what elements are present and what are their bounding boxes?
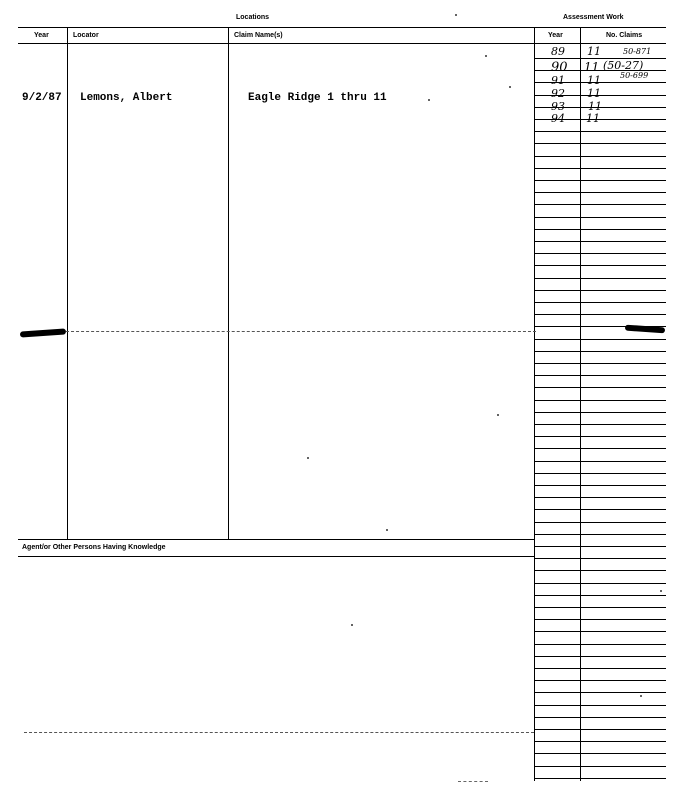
assessment-row-rule (534, 766, 666, 767)
assessment-row-rule (534, 278, 666, 279)
assessment-row-rule (534, 485, 666, 486)
assessment-row-rule (534, 656, 666, 657)
assessment-row-rule (534, 522, 666, 523)
assessment-row-rule (534, 509, 666, 510)
aw-row-2-claims: 11 (584, 60, 600, 74)
locator-column-divider (228, 27, 229, 539)
assessment-row-rule (534, 705, 666, 706)
agent-section-header: Agent/or Other Persons Having Knowledge (22, 544, 166, 551)
assessment-row-rule (534, 692, 666, 693)
assessment-row-rule (534, 302, 666, 303)
aw-row-5-claims: 11 (588, 100, 602, 113)
assessment-row-rule (534, 253, 666, 254)
scan-speck (485, 55, 487, 57)
assessment-row-rule (534, 619, 666, 620)
assessment-row-rule (534, 265, 666, 266)
assessment-row-rule (534, 241, 666, 242)
year-column-header: Year (34, 32, 49, 39)
entry-year: 9/2/87 (22, 92, 62, 104)
fold-line-lower (24, 732, 534, 733)
assessment-row-rule (534, 448, 666, 449)
scan-speck (428, 99, 430, 101)
assessment-row-rule (534, 534, 666, 535)
assessment-work-header: Assessment Work (563, 14, 624, 21)
aw-row-2-year: 90 (551, 60, 568, 75)
assessment-row-rule (534, 668, 666, 669)
scan-speck (386, 529, 388, 531)
scan-speck (509, 86, 511, 88)
assessment-row-rule (534, 570, 666, 571)
assessment-row-rule (534, 400, 666, 401)
agent-section-bottom-rule (18, 556, 534, 557)
fold-line-upper (66, 331, 536, 332)
assessment-row-rule (534, 351, 666, 352)
scan-speck (455, 14, 457, 16)
assessment-row-rule (534, 363, 666, 364)
assessment-row-rule (534, 497, 666, 498)
assessment-row-rule (534, 387, 666, 388)
no-claims-column-header: No. Claims (606, 32, 643, 39)
aw-row-5-year: 93 (551, 100, 565, 113)
marker-stroke-left (20, 328, 66, 337)
assessment-row-rule (534, 229, 666, 230)
assessment-row-rule (534, 58, 666, 59)
year-column-divider (67, 27, 68, 539)
assessment-row-rule (534, 607, 666, 608)
aw-row-2-note: (50-27) (603, 59, 644, 72)
assessment-row-rule (534, 180, 666, 181)
header-top-rule (18, 27, 666, 28)
aw-row-3-claims: 11 (587, 74, 601, 87)
entry-claim-names: Eagle Ridge 1 thru 11 (248, 92, 387, 104)
assessment-row-rule (534, 729, 666, 730)
assessment-row-rule (534, 412, 666, 413)
aw-row-6-claims: 11 (586, 112, 600, 125)
assessment-row-rule (534, 424, 666, 425)
assessment-row-rule (534, 192, 666, 193)
aw-row-4-claims: 11 (587, 87, 601, 100)
bottom-scan-mark (458, 781, 488, 782)
assessment-row-rule (534, 375, 666, 376)
aw-row-6-year: 94 (551, 112, 565, 125)
scan-speck (640, 695, 642, 697)
assessment-row-rule (534, 131, 666, 132)
aw-row-1-claims: 11 (587, 45, 601, 58)
aw-row-1-year: 89 (551, 45, 565, 58)
assessment-row-rule (534, 290, 666, 291)
assessment-row-rule (534, 546, 666, 547)
entry-locator: Lemons, Albert (80, 92, 173, 104)
assessment-row-rule (534, 314, 666, 315)
assessment-row-rule (534, 680, 666, 681)
scan-speck (351, 624, 353, 626)
scan-speck (307, 457, 309, 459)
assessment-row-rule (534, 143, 666, 144)
scan-speck (660, 590, 662, 592)
claim-names-column-header: Claim Name(s) (234, 32, 283, 39)
assessment-row-rule (534, 339, 666, 340)
aw-row-3-note: 50-699 (620, 71, 649, 80)
assessment-row-rule (534, 473, 666, 474)
agent-section-top-rule (18, 539, 534, 540)
header-bottom-rule (18, 43, 666, 44)
assessment-row-rule (534, 778, 666, 779)
aw-row-1-note: 50-871 (623, 47, 652, 56)
assessment-row-rule (534, 217, 666, 218)
scan-speck (497, 414, 499, 416)
aw-row-4-year: 92 (551, 87, 565, 100)
assessment-row-rule (534, 204, 666, 205)
assessment-row-rule (534, 741, 666, 742)
assessment-row-rule (534, 717, 666, 718)
assessment-row-rule (534, 631, 666, 632)
assessment-row-rule (534, 558, 666, 559)
aw-row-3-year: 91 (551, 74, 565, 87)
assessment-row-rule (534, 583, 666, 584)
assessment-row-rule (534, 644, 666, 645)
assessment-row-rule (534, 595, 666, 596)
assessment-row-rule (534, 436, 666, 437)
assessment-row-rule (534, 461, 666, 462)
assessment-row-rule (534, 753, 666, 754)
assessment-row-rule (534, 168, 666, 169)
assessment-year-column-header: Year (548, 32, 563, 39)
locations-header: Locations (236, 14, 270, 21)
locator-column-header: Locator (73, 32, 99, 39)
assessment-row-rule (534, 156, 666, 157)
